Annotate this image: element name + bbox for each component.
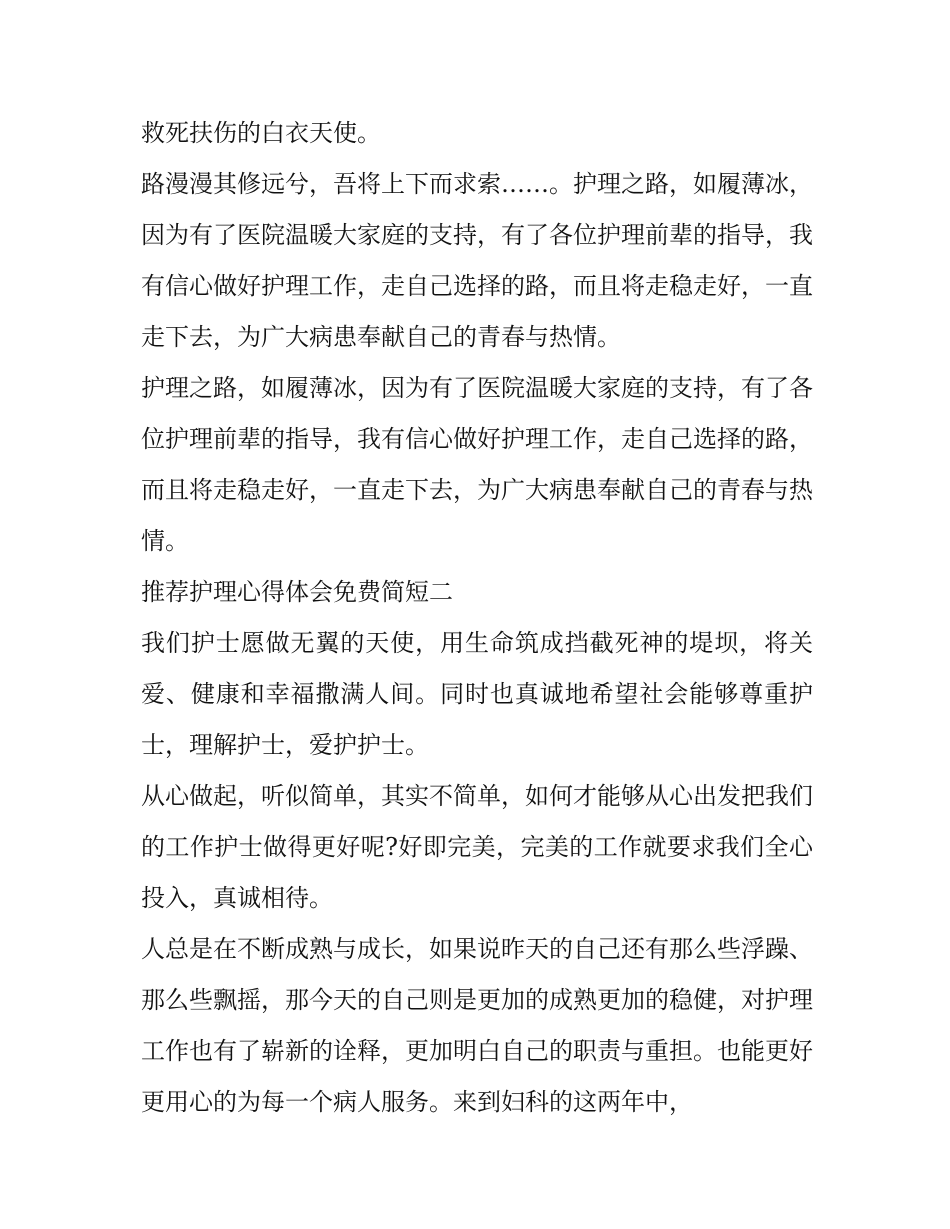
document-body bbox=[141, 108, 813, 1128]
paragraph-2: 路漫漫其修远兮，吾将上下而求索……。护理之路，如履薄冰，因为有了医院温暖大家庭的支持，有了各位护理前辈的指导，我有信心做好护理工作，走自己选择的路，而且将走稳走好，一直走下去，为广大病患奉献自己的青春与热情。 bbox=[141, 170, 813, 351]
paragraph-3: 护理之路，如履薄冰，因为有了医院温暖大家庭的支持，有了各位护理前辈的指导，我有信心做好护理工作，走自己选择的路，而且将走稳走好，一直走下去，为广大病患奉献自己的青春与热情。 bbox=[141, 374, 813, 555]
section-heading: 推荐护理心得体会免费简短二 bbox=[141, 578, 453, 606]
paragraph-1: 救死扶伤的白衣天使。 bbox=[141, 119, 381, 147]
paragraph-5: 我们护士愿做无翼的天使，用生命筑成挡截死神的堤坝，将关爱、健康和幸福撒满人间。同时也真诚地希望社会能够尊重护士，理解护士，爱护护士。 bbox=[141, 629, 813, 759]
paragraph-7: 人总是在不断成熟与成长，如果说昨天的自己还有那么些浮躁、那么些飘摇，那今天的自己则是更加的成熟更加的稳健，对护理工作也有了崭新的诠释，更加明白自己的职责与重担。也能更好更用心的为每一个病人服务。来到妇科的这两年中， bbox=[141, 935, 813, 1116]
paragraph-6: 从心做起，听似简单，其实不简单，如何才能够从心出发把我们的工作护士做得更好呢?好即完美，完美的工作就要求我们全心投入，真诚相待。 bbox=[141, 782, 813, 912]
